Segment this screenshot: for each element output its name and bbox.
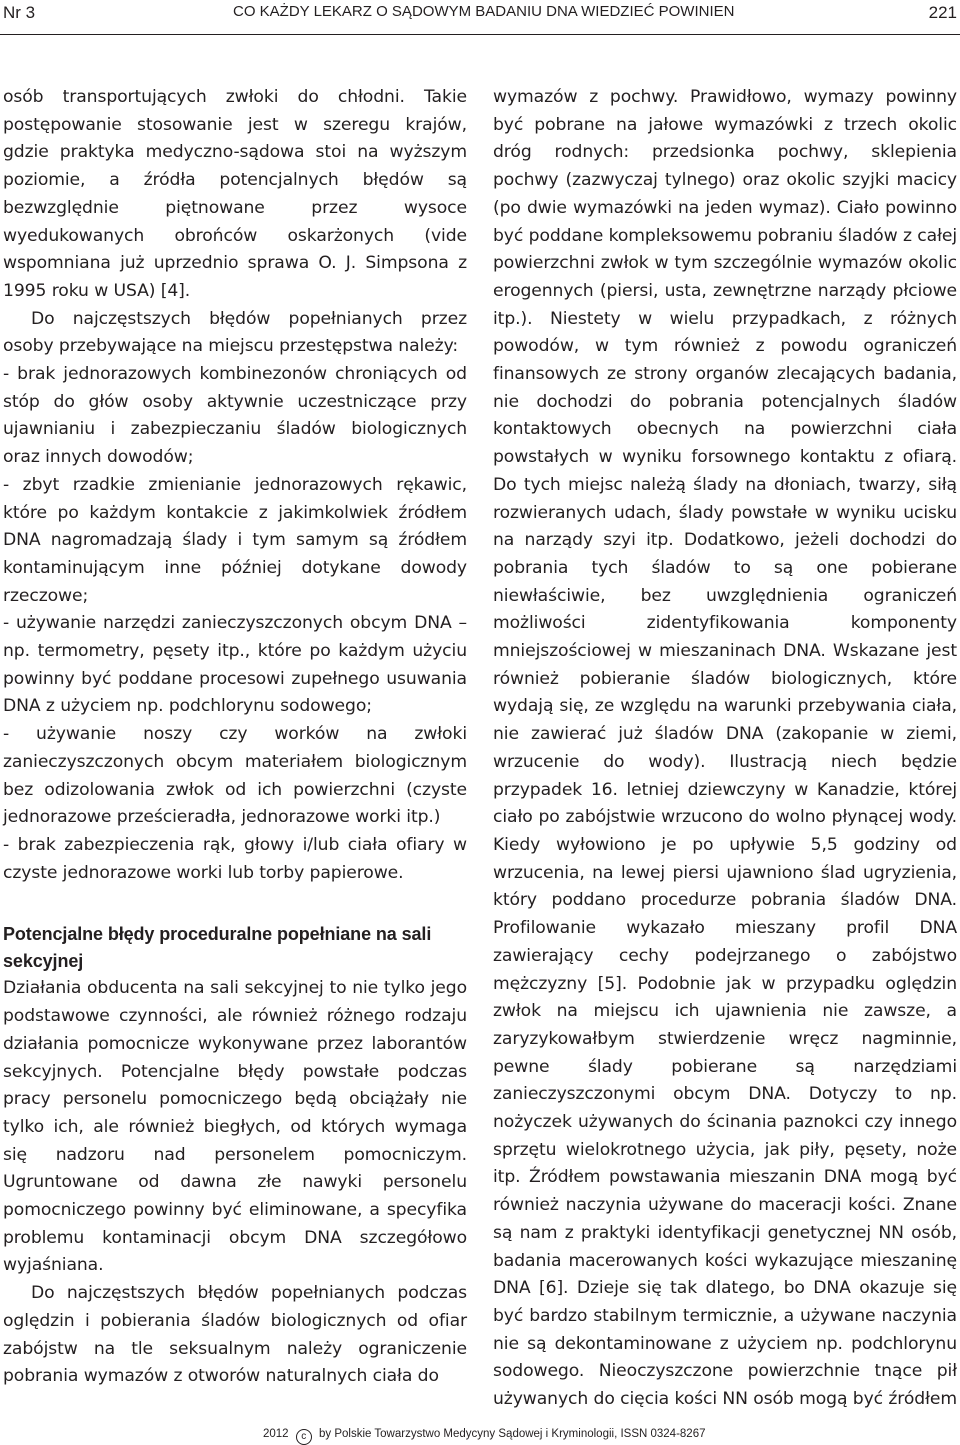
paragraph: Do najczęstszych błędów popełnianych podczas oględzin i pobierania śladów biologicznych od ofiar zabójstw na tle seksualnym należy ograniczenie pobrania wymazów z otworów naturalnych ciała do — [3, 1283, 467, 1387]
footer-text: by Polskie Towarzystwo Medycyny Sądowej i Kryminologii, ISSN 0324-8267 — [319, 1428, 706, 1440]
section-heading: Potencjalne błędy proceduralne popełniane na sali sekcyjnej — [3, 924, 432, 972]
paragraph: osób transportujących zwłoki do chłodni. Takie postępowanie stosowanie jest w szeregu krajów, gdzie praktyka medyczno-sądowa stoi na wyższym poziomie, a źródła potencjalnych błędów są bezwzględnie piętnowane przez wysoce wyedukowanych obrońców oskarżonych (vide wspomniana już uprzednio sprawa O. J. Simpsona z 1995 roku w USA) [4]. — [3, 87, 467, 301]
paragraph: Działania obducenta na sali sekcyjnej to nie tylko jego podstawowe czynności, ale również różnego rodzaju działania pomocnicze wykonywane przez laborantów sekcyjnych. Potencjalne błędy powstałe podczas pracy personelu pomocniczego będą obciążały nie tylko ich, ale również biegłych, od których wymaga się nadzoru nad personelem pomocniczym. Ugruntowane od dawna złe nawyki personelu pomocniczego powinny być eliminowane, a specyfika problemu kontaminacji obcym DNA szczegółowo wyjaśniana. — [3, 978, 467, 1276]
list-item: - zbyt rzadkie zmienianie jednorazowych rękawic, które po każdym kontakcie z jakimkolwiek źródłem DNA nagromadzają ślady i tym samym są źródłem kontaminującym inne później dotykane dowody rzeczowe; — [3, 474, 467, 606]
header-rule — [0, 34, 960, 35]
right-column — [493, 84, 957, 1414]
paragraph: Do najczęstszych błędów popełnianych przez osoby przebywające na miejscu przestępstwa należy: — [3, 308, 467, 357]
paragraph: wymazów z pochwy. Prawidłowo, wymazy powinny być pobrane na jałowe wymazówki z trzech okolic dróg rodnych: przedsionka pochwy, sklepienia pochwy (zazwyczaj tylnego) oraz okolic szyjki macicy (po dwie wymazówki na jeden wymaz). Ciało powinno być poddane kompleksowemu pobraniu śladów z całej powierzchni zwłok w tym szczególnie wymazów okolic erogennych (piersi, usta, zewnętrzne narządy płciowe itp.). Niestety w wielu przypadkach, z różnych powodów, w tym również z powodu ograniczeń finansowych ze strony organów zlecających badania, nie dochodzi do pobrania potencjalnych śladów kontaktowych obecnych na powierzchni ciała powstałych w wyniku forsownego kontaktu z ofiarą. Do tych miejsc należą ślady na dłoniach, twarzy, siłą rozwieranych udach, ślady powstałe w wyniku ucisku na narządy szyi itp. Dodatkowo, jeżeli dochodzi do pobrania tych śladów to są one pobierane niewłaściwie, bez uwzględnienia ograniczeń możliwości zidentyfikowania komponenty mniejszościowej w mieszaninach DNA. Wskazane jest również pobieranie śladów biologicznych, które wydają się, ze względu na warunki przebywania ciała, nie zawierać już śladów DNA (zakopanie w ziemi, wrzucenie do wody). Ilustracją niech będzie przypadek 16. letniej dziewczyny w Kanadzie, której ciało po zabójstwie wrzucono do wolno płynącej wody. Kiedy wyłowiono je po upływie 5,5 godziny od wrzucenia, na lewej piersi ujawniono ślad ugryzienia, który poddano procedurze pobrania śladów DNA. Profilowanie wykazało mieszany profil DNA zawierający cechy podejrzanego o zabójstwo mężczyzny [5]. Podobnie jak w przypadku oględzin zwłok na miejscu ich ujawnienia nie zawsze, a zaryzykowałbym stwierdzenie wręcz nagminnie, pewne ślady pobierane są narzędziami zanieczyszczonymi obcym DNA. Dotyczy to np. nożyczek używanych do ścinania paznokci czy innego sprzętu wielokrotnego użycia, jak piły, pęsety, noże itp. Źródłem powstawania mieszanin DNA mogą być również naczynia używane do maceracji kości. Znane są nam z praktyki identyfikacji genetycznej NN osób, badania macerowanych kości wykazujące mieszaninę DNA [6]. Dzieje się tak dlatego, bo DNA okazuje się być bardzo stabilnym termicznie, a używane naczynia nie są dekontaminowane z użyciem np. podchlorynu sodowego. Nieoczyszczone powierzchnie tnące pił używanych do cięcia kości NN osób mogą być źródłem — [493, 87, 957, 1410]
left-column — [3, 84, 467, 1391]
page-number: 221 — [928, 3, 957, 22]
issue-number: Nr 3 — [3, 3, 36, 22]
running-title: CO KAŻDY LEKARZ O SĄDOWYM BADANIU DNA WIEDZIEĆ POWINIEN — [233, 3, 735, 20]
list-item: - brak zabezpieczenia rąk, głowy i/lub ciała ofiary w czyste jednorazowe worki lub torby papierowe. — [3, 834, 467, 883]
list-item: - brak jednorazowych kombinezonów chroniących od stóp do głów osoby aktywnie uczestniczące przy ujawnianiu i zabezpieczaniu śladów biologicznych oraz innych dowodów; — [3, 364, 467, 468]
list-item: - używanie noszy czy worków na zwłoki zanieczyszczonych obcym materiałem biologicznym bez odizolowania zwłok od ich powierzchni (czyste jednorazowe prześcieradła, jednorazowe worki itp.) — [3, 724, 467, 828]
running-header — [0, 0, 960, 26]
copyright-icon: c — [296, 1429, 312, 1445]
footer — [263, 1428, 706, 1445]
footer-year: 2012 — [263, 1428, 289, 1440]
list-item: - używanie narzędzi zanieczyszczonych obcym DNA – np. termometry, pęsety itp., które po każdym użyciu powinny być poddane procesowi zupełnego usuwania DNA z użyciem np. podchlorynu sodowego; — [3, 613, 467, 717]
